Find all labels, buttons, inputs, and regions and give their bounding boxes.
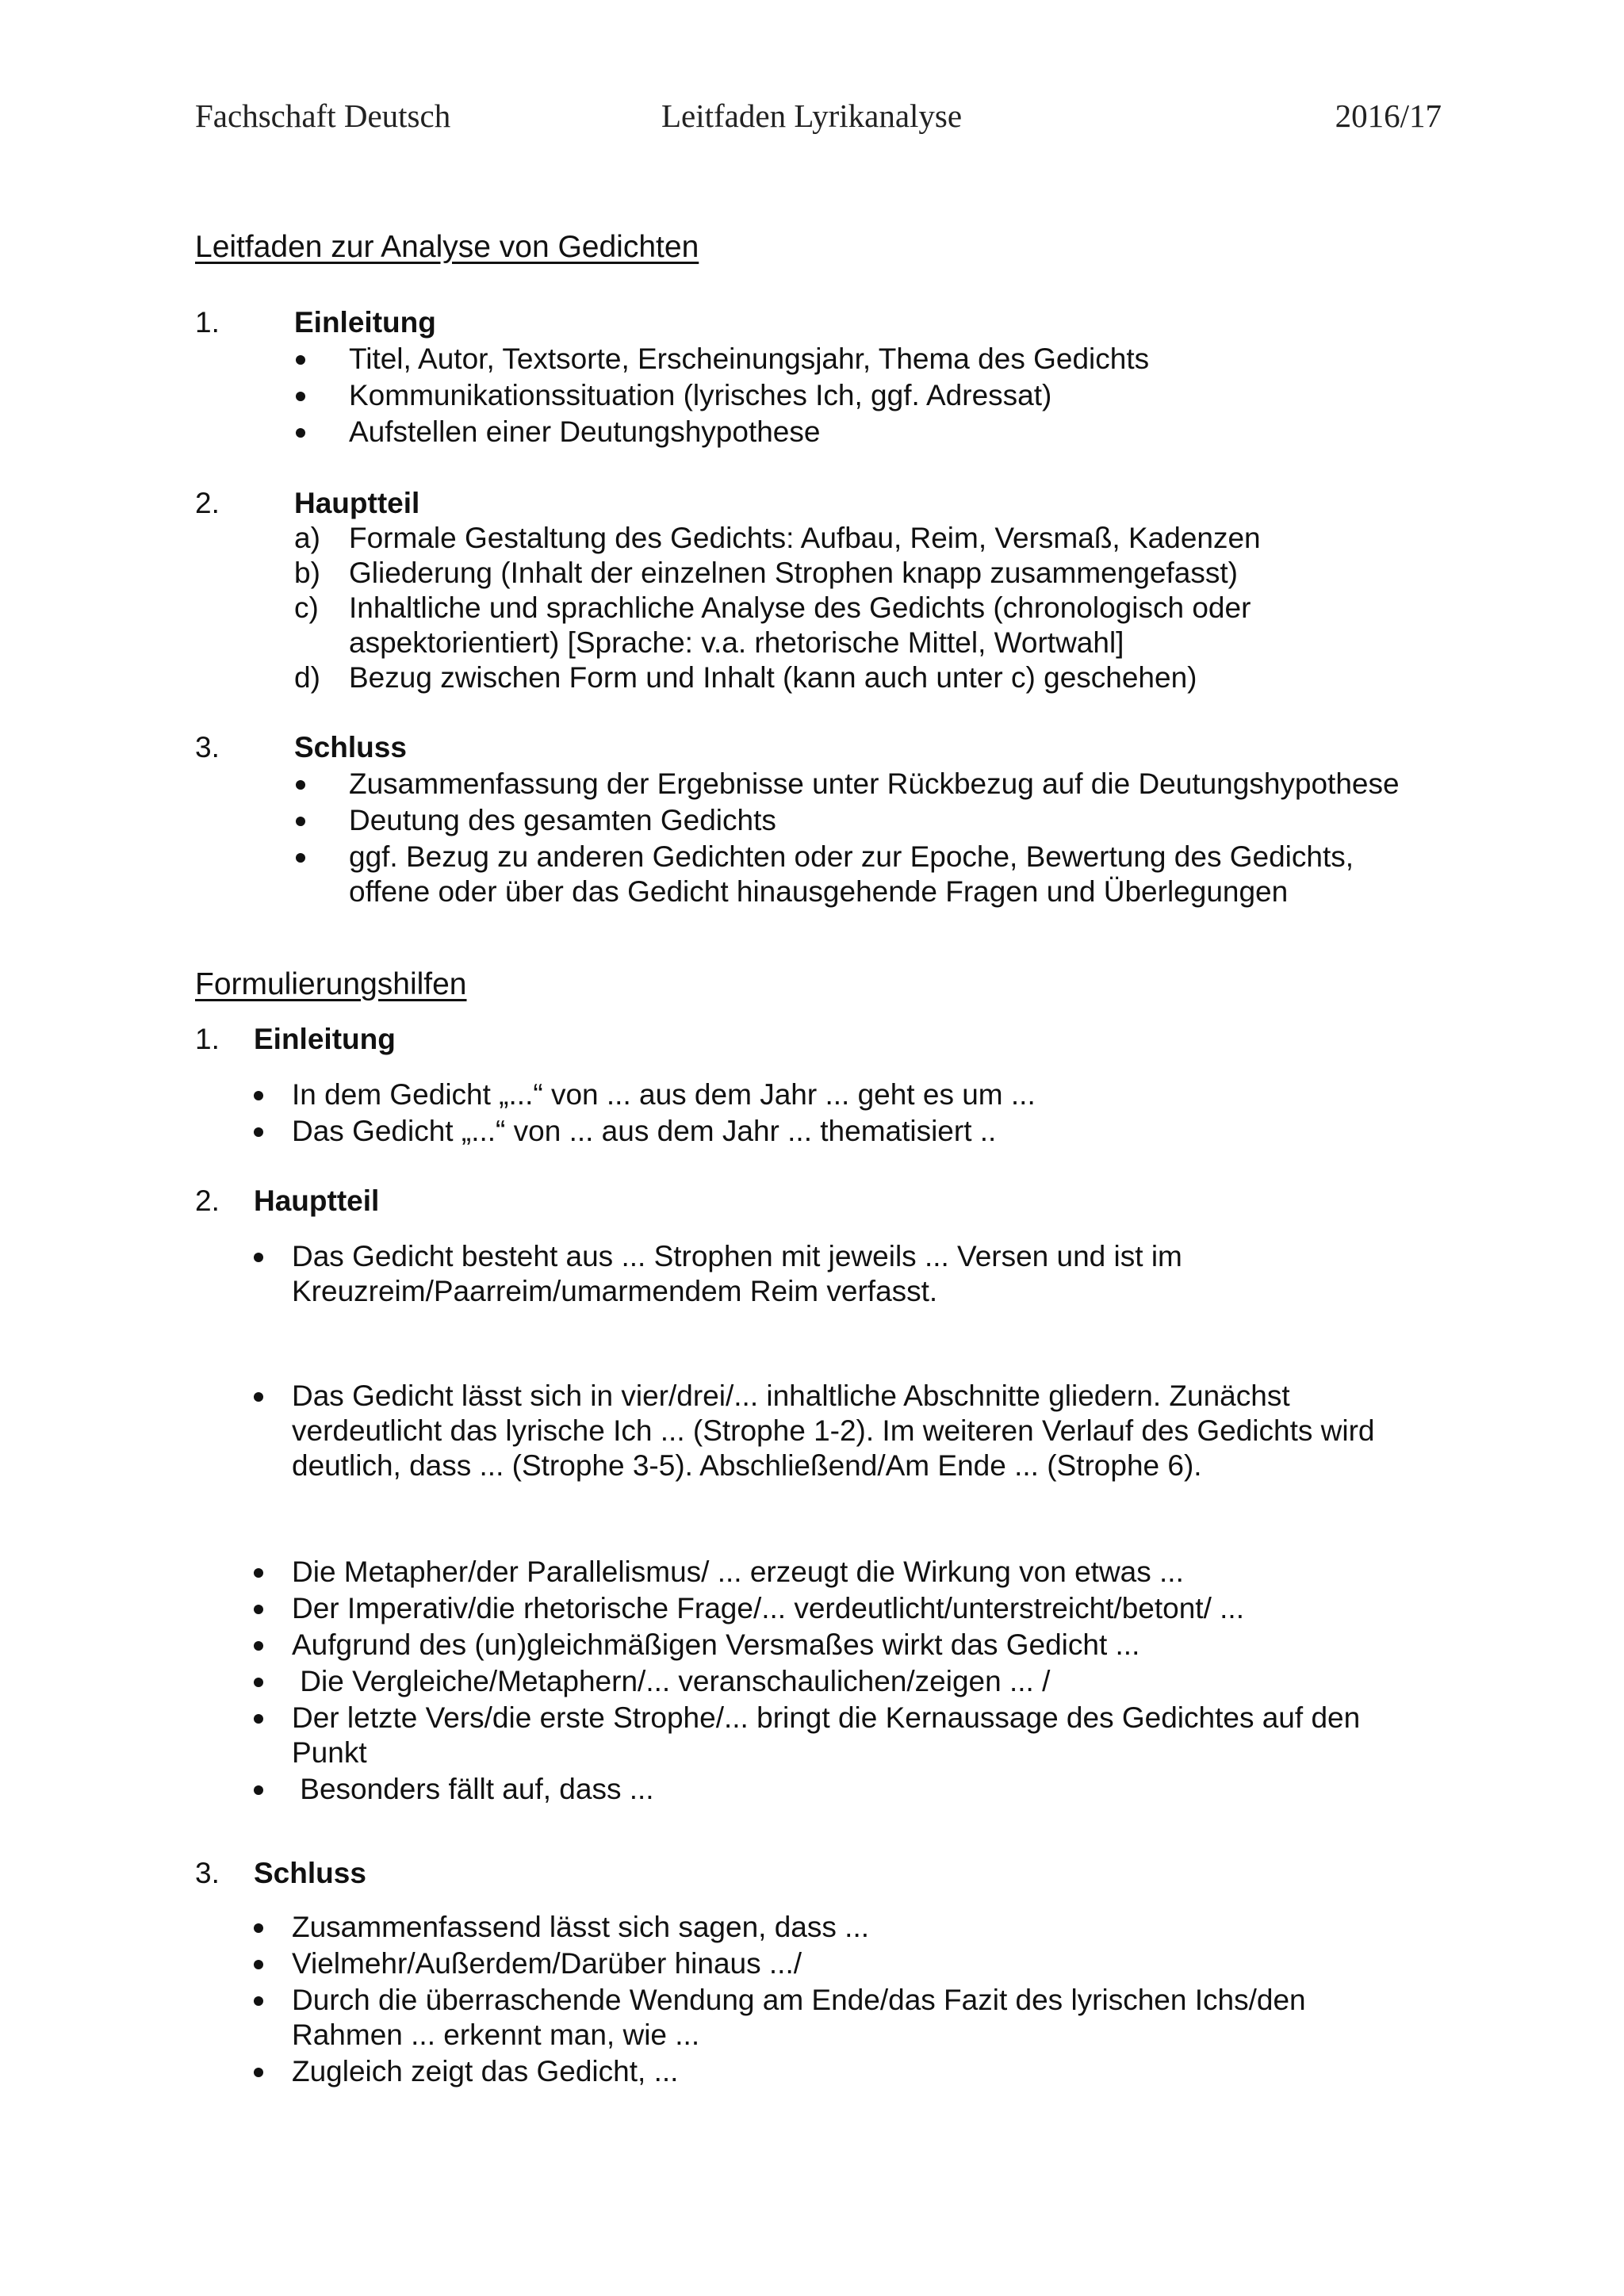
bullet-icon — [254, 1996, 263, 2006]
page-header — [195, 97, 1442, 136]
phrases-section-number: 3. — [195, 1857, 220, 1889]
list-item: Der letzte Vers/die erste Strophe/... bringt die Kernaussage des Gedichtes auf den — [292, 1701, 1361, 1734]
phrases-section-number: 2. — [195, 1184, 220, 1217]
bullet-icon — [254, 1785, 263, 1795]
list-item: Die Vergleiche/Metaphern/... veranschaulichen/zeigen ... / — [292, 1665, 1051, 1697]
bullet-icon — [254, 1678, 263, 1687]
list-item: Deutung des gesamten Gedichts — [349, 804, 776, 836]
bullet-icon — [254, 1568, 263, 1578]
list-item: Inhaltliche und sprachliche Analyse des Gedichts (chronologisch oder — [349, 591, 1251, 624]
list-item: Aufstellen einer Deutungshypothese — [349, 415, 821, 448]
bullet-icon — [254, 1960, 263, 1969]
header-document-title: Leitfaden Lyrikanalyse — [661, 98, 963, 134]
guide-section-number: 2. — [195, 487, 220, 519]
list-item: Kommunikationssituation (lyrisches Ich, ggf. Adressat) — [349, 379, 1052, 411]
bullet-icon — [296, 428, 305, 438]
bullet-icon — [254, 1127, 263, 1137]
guide-section-heading: Einleitung — [294, 306, 436, 339]
bullet-icon — [296, 392, 305, 401]
list-item: Zusammenfassend lässt sich sagen, dass ... — [292, 1911, 870, 1943]
list-item: Das Gedicht lässt sich in vier/drei/... inhaltliche Abschnitte gliedern. Zunächst — [292, 1380, 1290, 1412]
list-item: Bezug zwischen Form und Inhalt (kann auch unter c) geschehen) — [349, 661, 1197, 694]
bullet-icon — [296, 817, 305, 826]
bullet-icon — [254, 2068, 263, 2077]
list-marker: a) — [294, 522, 320, 554]
list-item: ggf. Bezug zu anderen Gedichten oder zur Epoche, Bewertung des Gedichts, — [349, 840, 1354, 873]
list-marker: d) — [294, 661, 320, 694]
bullet-icon — [296, 853, 305, 863]
phrases-section-heading: Einleitung — [254, 1023, 396, 1055]
list-item: Formale Gestaltung des Gedichts: Aufbau, Reim, Versmaß, Kadenzen — [349, 522, 1261, 554]
list-item-continuation: verdeutlicht das lyrische Ich ... (Strophe 1-2). Im weiteren Verlauf des Gedichts wird — [292, 1414, 1375, 1447]
guide-title: Leitfaden zur Analyse von Gedichten — [195, 230, 699, 264]
list-item: Die Metapher/der Parallelismus/ ... erzeugt die Wirkung von etwas ... — [292, 1556, 1184, 1588]
bullet-icon — [254, 1091, 263, 1100]
guide-section-number: 3. — [195, 731, 220, 763]
guide-section-heading: Hauptteil — [294, 487, 420, 519]
phrases-section-number: 1. — [195, 1023, 220, 1055]
bullet-icon — [254, 1641, 263, 1651]
bullet-icon — [254, 1392, 263, 1402]
list-item: Vielmehr/Außerdem/Darüber hinaus .../ — [292, 1947, 802, 1980]
phrases-section-heading: Hauptteil — [254, 1184, 380, 1217]
list-item: Zugleich zeigt das Gedicht, ... — [292, 2055, 679, 2087]
list-item: Gliederung (Inhalt der einzelnen Strophen knapp zusammengefasst) — [349, 557, 1238, 589]
list-marker: c) — [294, 591, 319, 624]
list-item-continuation: Rahmen ... erkennt man, wie ... — [292, 2019, 700, 2051]
header-department: Fachschaft Deutsch — [195, 98, 451, 134]
list-item-continuation: offene oder über das Gedicht hinausgehende Fragen und Überlegungen — [349, 875, 1289, 908]
header-school-year: 2016/17 — [1335, 98, 1442, 134]
list-item: Aufgrund des (un)gleichmäßigen Versmaßes wirkt das Gedicht ... — [292, 1628, 1140, 1661]
list-marker: b) — [294, 557, 320, 589]
list-item: Durch die überraschende Wendung am Ende/das Fazit des lyrischen Ichs/den — [292, 1984, 1306, 2016]
phrases-section-heading: Schluss — [254, 1857, 366, 1889]
phrases-title: Formulierungshilfen — [195, 967, 467, 1001]
bullet-icon — [254, 1923, 263, 1933]
list-item: In dem Gedicht „...“ von ... aus dem Jahr ... geht es um ... — [292, 1078, 1036, 1111]
list-item: Das Gedicht „...“ von ... aus dem Jahr ... thematisiert .. — [292, 1115, 997, 1147]
bullet-icon — [254, 1605, 263, 1614]
list-item-continuation: deutlich, dass ... (Strophe 3-5). Abschließend/Am Ende ... (Strophe 6). — [292, 1449, 1202, 1482]
list-item: Zusammenfassung der Ergebnisse unter Rückbezug auf die Deutungshypothese — [349, 767, 1400, 800]
guide-section-heading: Schluss — [294, 731, 407, 763]
list-item-continuation: Punkt — [292, 1736, 367, 1769]
list-item: Der Imperativ/die rhetorische Frage/... verdeutlicht/unterstreicht/betont/ ... — [292, 1592, 1244, 1624]
list-item-continuation: aspektorientiert) [Sprache: v.a. rhetorische Mittel, Wortwahl] — [349, 626, 1124, 659]
guide-section-number: 1. — [195, 306, 220, 339]
bullet-icon — [296, 780, 305, 790]
list-item-continuation: Kreuzreim/Paarreim/umarmendem Reim verfasst. — [292, 1275, 938, 1307]
list-item: Besonders fällt auf, dass ... — [292, 1773, 654, 1805]
bullet-icon — [254, 1253, 263, 1262]
bullet-icon — [296, 355, 305, 365]
bullet-icon — [254, 1714, 263, 1724]
list-item: Das Gedicht besteht aus ... Strophen mit jeweils ... Versen und ist im — [292, 1240, 1182, 1272]
list-item: Titel, Autor, Textsorte, Erscheinungsjahr, Thema des Gedichts — [349, 342, 1150, 375]
